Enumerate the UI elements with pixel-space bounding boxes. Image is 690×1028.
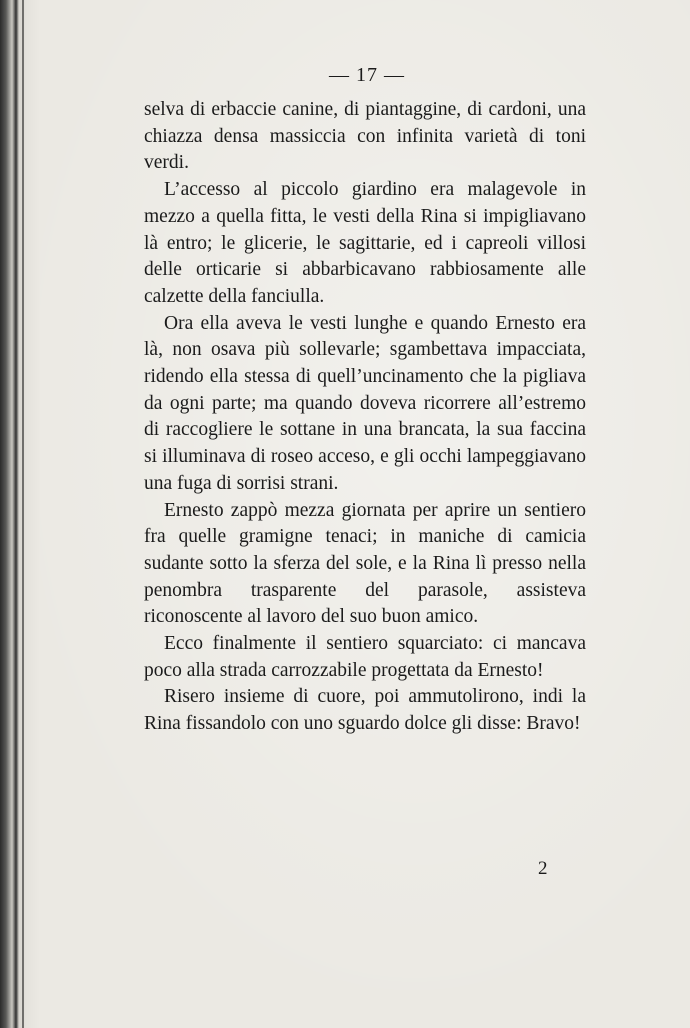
- paragraph-3: Ora ella aveva le vesti lunghe e quando Ernesto era là, non osava più sollevarle; sgambettava impacciata, ridendo ella stessa di quell’uncinamento che la pigliava da ogni parte; ma quando doveva ricorrere all’estremo di raccogliere le sottane in una brancata, la sua faccina si illuminava di roseo acceso, e gli occhi lampeggiavano una fuga di sorrisi strani.: [144, 312, 586, 494]
- paragraph-2: L’accesso al piccolo giardino era malagevole in mezzo a quella fitta, le vesti della Rina si impigliavano là entro; le glicerie, le sagittarie, ed i capreoli villosi delle orticarie si abbarbicavano rabbiosamente alle calzette della fanciulla.: [144, 179, 586, 307]
- paragraph-6: Risero insieme di cuore, poi ammutolirono, indi la Rina fissandolo con uno sguardo dolce gli disse: Bravo!: [144, 686, 586, 735]
- signature-mark: 2: [538, 858, 548, 879]
- binding-shadow-line: [22, 0, 24, 1028]
- paragraph-5: Ecco finalmente il sentiero squarciato: ci mancava poco alla strada carrozzabile progettata da Ernesto!: [144, 633, 586, 681]
- paragraph-1: selva di erbaccie canine, di piantaggine, di cardoni, una chiazza densa massiccia con infinita varietà di toni verdi.: [144, 99, 586, 174]
- book-binding-edge: [0, 0, 40, 1028]
- page-number: — 17 —: [329, 64, 405, 86]
- paragraph-4: Ernesto zappò mezza giornata per aprire un sentiero fra quelle gramigne tenaci; in maniche di camicia sudante sotto la sferza del sole, e la Rina lì presso nella penombra trasparente del parasole, assisteva riconoscente al lavoro del suo buon amico.: [144, 499, 586, 628]
- body-text: [144, 97, 586, 738]
